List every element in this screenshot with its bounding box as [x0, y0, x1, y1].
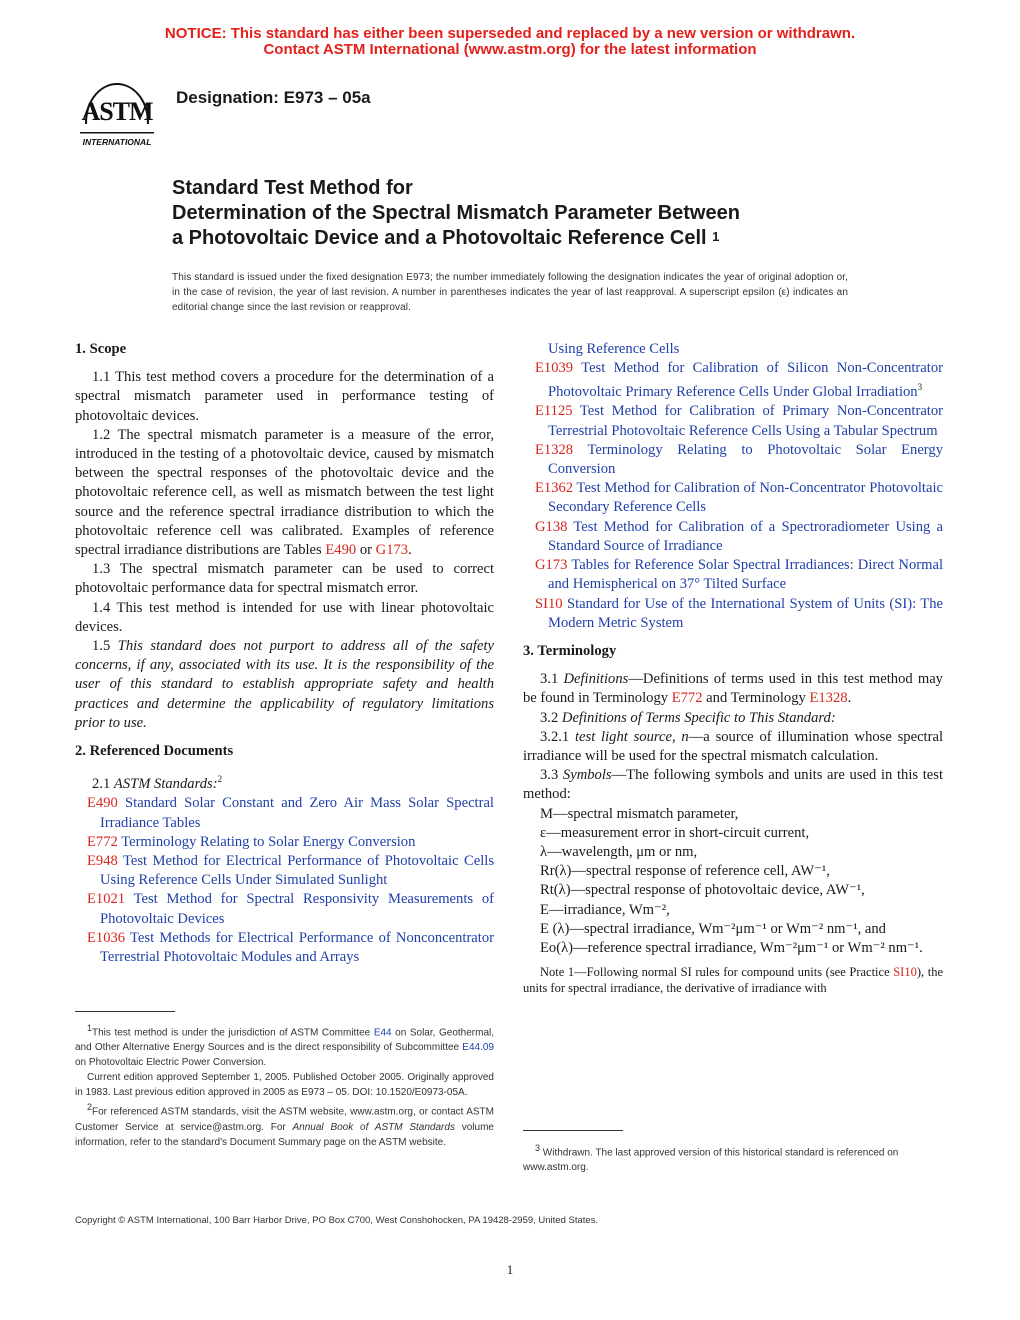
scope-1-5 [75, 637, 494, 733]
ref-code[interactable]: SI10 [535, 595, 563, 612]
title-line-2: Determination of the Spectral Mismatch Parameter Between [172, 202, 740, 224]
ref-item[interactable] [523, 556, 943, 594]
ref-item-continued[interactable] [523, 340, 943, 359]
ref-title[interactable]: Terminology Relating to Photovoltaic Solar Energy Conversion [548, 441, 943, 478]
terminology-3-2 [523, 709, 943, 728]
scope-1-4: 1.4 This test method is intended for use with linear photovoltaic devices. [75, 599, 494, 635]
ref-link-e1328[interactable]: E1328 [809, 690, 848, 707]
ref-item[interactable] [75, 929, 494, 967]
ref-link-e772[interactable]: E772 [671, 690, 703, 707]
ref-title[interactable]: Test Methods for Electrical Performance of Nonconcentrator Terrestrial Photovoltaic Modules and Arrays [100, 929, 494, 965]
symbol-definition: Rr(λ)—spectral response of reference cell, AW⁻¹, [540, 863, 830, 880]
astm-logo-icon [72, 76, 162, 148]
ref-link-g173[interactable]: G173 [375, 542, 409, 559]
ref-item[interactable] [523, 479, 943, 517]
logo-text: ASTM [81, 97, 153, 126]
refdocs-2-1-label: ASTM Standards: [113, 776, 218, 793]
footnote-2-text-a: For referenced ASTM standards, visit the ASTM website, www.astm.org, or contact ASTM Customer Service at service@astm.org. For [75, 1106, 494, 1133]
ref-title[interactable]: Test Method for Calibration of Primary Non-Concentrator Terrestrial Photovoltaic Reference Cells Using a Tabular Spectrum [548, 403, 944, 439]
ref-code[interactable]: E1021 [87, 891, 126, 908]
symbol-definition: Eo(λ)—reference spectral irradiance, Wm⁻²μm⁻¹ or Wm⁻² nm⁻¹. [540, 939, 923, 956]
ref-item[interactable] [523, 359, 943, 402]
footnotes-right [523, 1141, 943, 1175]
ref-footnote-mark[interactable]: 3 [917, 382, 923, 393]
refdocs-2-1-num: 2.1 [92, 776, 111, 793]
footnote-1-text-c: on Photovoltaic Electric Power Conversion. [75, 1057, 267, 1069]
ref-item[interactable] [75, 890, 494, 928]
symbol-definition: λ—wavelength, μm or nm, [540, 843, 698, 860]
ref-item[interactable] [523, 402, 943, 440]
refdocs-2-1 [75, 770, 494, 794]
ref-item[interactable] [523, 595, 943, 633]
section-heading-referenced-documents: 2. Referenced Documents [75, 743, 234, 760]
terminology-3-2-1-text: —a source of illumination whose spectral irradiance will be used for the spectral mismatch calculation. [523, 728, 943, 764]
symbol-definition: Rt(λ)—spectral response of photovoltaic device, AW⁻¹, [540, 882, 865, 899]
symbol-definition: E (λ)—spectral irradiance, Wm⁻²μm⁻¹ or Wm⁻² nm⁻¹, and [540, 920, 886, 937]
ref-code[interactable]: E490 [87, 795, 118, 812]
terminology-3-1-num: 3.1 [540, 671, 559, 688]
ref-link-si10[interactable]: SI10 [893, 965, 917, 980]
terminology-3-2-1-num: 3.2.1 [540, 728, 570, 745]
footnote-2 [75, 1100, 494, 1149]
footnotes-left [75, 1021, 494, 1150]
ref-code[interactable]: G138 [535, 518, 568, 535]
terminology-3-1-and: and Terminology [706, 690, 806, 707]
ref-code[interactable]: E1328 [535, 441, 574, 458]
symbol-definition: E—irradiance, Wm⁻², [540, 901, 670, 918]
terminology-3-1 [523, 670, 943, 708]
footnote-1-text-b: on Solar, Geothermal, and Other Alternative Energy Sources and is the direct responsibility of Subcommittee [75, 1027, 495, 1054]
terminology-3-2-1 [523, 728, 943, 766]
ref-item[interactable] [75, 833, 494, 852]
left-column [75, 340, 494, 967]
ref-title[interactable]: Standard Solar Constant and Zero Air Mass Solar Spectral Irradiance Tables [100, 795, 494, 831]
logo-subtext: INTERNATIONAL [82, 137, 152, 147]
ref-title[interactable]: Tables for Reference Solar Spectral Irradiances: Direct Normal and Hemispherical on 37° Tilted Surface [548, 557, 944, 593]
note-1-text: —Following normal SI rules for compound units (see Practice [574, 965, 890, 980]
ref-item[interactable] [75, 852, 494, 890]
scope-1-5-text: This standard does not purport to address all of the safety concerns, if any, associated with its use. It is the responsibility of the user of this standard to establish appropriate safety and health practices and determine the applicability of regulatory limitations prior to use. [75, 638, 494, 731]
subcommittee-link-e44-09[interactable]: E44.09 [462, 1042, 494, 1054]
copyright: Copyright © ASTM International, 100 Barr Harbor Drive, PO Box C700, West Conshohocken, PA 19428-2959, United States. [75, 1215, 599, 1226]
ref-code[interactable]: E948 [87, 852, 118, 869]
symbol-definition: ε—measurement error in short-circuit current, [540, 824, 810, 841]
terminology-3-3-text: —The following symbols and units are used in this test method: [523, 767, 943, 803]
right-column [523, 340, 943, 1009]
title-line-3 [172, 226, 740, 251]
footnote-3 [523, 1141, 943, 1175]
terminology-3-1-label: Definitions [563, 671, 629, 688]
ref-code[interactable]: E1036 [87, 929, 126, 946]
notice-line-2: Contact ASTM International (www.astm.org) for the latest information [263, 41, 757, 58]
document-title [172, 176, 740, 251]
scope-1-2-end: . [408, 542, 412, 559]
terminology-3-1-end: . [847, 690, 852, 707]
terminology-3-1-text: —Definitions of terms used in this test method may be found in Terminology [523, 671, 943, 707]
scope-1-5-num: 1.5 [92, 638, 111, 655]
ref-title[interactable]: Standard for Use of the International System of Units (SI): The Modern Metric System [548, 595, 943, 631]
section-heading-terminology: 3. Terminology [523, 642, 617, 659]
ref-title[interactable]: Test Method for Calibration of a Spectroradiometer Using a Standard Source of Irradiance [548, 518, 943, 554]
note-1-end: ), the units for spectral irradiance, the derivative of irradiance with [523, 965, 943, 996]
footnote-1-edition: Current edition approved September 1, 2005. Published October 2005. Originally approved in 1983. Last previous edition approved in 2005 as E973 – 05. DOI: 10.1520/E0973-05A. [75, 1072, 494, 1099]
notice-line-1: NOTICE: This standard has either been superseded and replaced by a new version or withdrawn. [164, 25, 856, 42]
scope-1-1: 1.1 This test method covers a procedure for the determination of a spectral mismatch parameter used in performance testing of photovoltaic devices. [75, 369, 494, 424]
terminology-3-2-label: Definitions of Terms Specific to This Standard: [561, 709, 836, 726]
section-heading-scope: 1. Scope [75, 341, 127, 357]
footnote-1-mark: 1 [87, 1023, 93, 1033]
ref-code[interactable]: G173 [535, 557, 568, 574]
note-1-label: Note 1 [540, 965, 575, 980]
footnote-2-text-b: volume information, refer to the standard's Document Summary page on the ASTM website. [75, 1121, 494, 1148]
ref-title[interactable]: Test Method for Spectral Responsivity Measurements of Photovoltaic Devices [100, 891, 494, 927]
ref-code[interactable]: E1039 [535, 360, 574, 377]
footnote-1 [75, 1021, 494, 1070]
page-number: 1 [506, 1262, 514, 1277]
terminology-3-3-label: Symbols [562, 767, 612, 784]
terminology-3-2-num: 3.2 [540, 709, 559, 726]
title-footnote-mark[interactable]: 1 [712, 229, 720, 244]
ref-code[interactable]: E1125 [535, 403, 573, 420]
ref-item[interactable] [75, 794, 494, 832]
terminology-3-3-num: 3.3 [540, 767, 559, 784]
designation: Designation: E973 – 05a [176, 88, 371, 107]
ref-title[interactable]: Terminology Relating to Solar Energy Conversion [121, 833, 416, 850]
scope-1-2 [75, 426, 494, 560]
footnote-divider-right [523, 1130, 623, 1131]
withdrawal-notice [0, 26, 1020, 58]
preamble: This standard is issued under the fixed designation E973; the number immediately following the designation indicates the year of original adoption or, in the case of revision, the year of last revision. A number in parentheses indicates the year of last reapproval. A superscript epsilon (ε) indicates an editorial change since the last revision or reapproval. [172, 272, 848, 313]
terminology-3-2-1-term: test light source, n [574, 728, 689, 745]
ref-title[interactable]: Test Method for Calibration of Silicon Non-Concentrator Photovoltaic Primary Reference Cells Under Global Irradiation [548, 360, 943, 401]
ref-item[interactable] [523, 518, 943, 556]
ref-title[interactable]: Test Method for Electrical Performance of Photovoltaic Cells Using Reference Cells Under Simulated Sunlight [100, 852, 494, 889]
title-line-1: Standard Test Method for [172, 177, 413, 199]
ref-code[interactable]: E1362 [535, 480, 574, 497]
footnote-3-mark: 3 [535, 1143, 541, 1153]
committee-link-e44[interactable]: E44 [373, 1027, 392, 1039]
footnote-2-book: Annual Book of ASTM Standards [292, 1121, 455, 1133]
note-1 [523, 964, 943, 996]
terminology-3-3 [523, 766, 943, 804]
title-line-3-text: a Photovoltaic Device and a Photovoltaic Reference Cell [172, 227, 707, 249]
footnote-3-text: Withdrawn. The last approved version of this historical standard is referenced on www.astm.org. [523, 1147, 899, 1174]
footnote-divider [75, 1011, 175, 1012]
ref-link-e490[interactable]: E490 [325, 542, 357, 559]
ref-item[interactable] [523, 441, 943, 479]
scope-1-2-or: or [359, 542, 373, 559]
ref-title-continued[interactable]: Using Reference Cells [548, 341, 680, 357]
refdocs-footnote-mark[interactable]: 2 [217, 774, 223, 785]
scope-1-2-text: 1.2 The spectral mismatch parameter is a measure of the error, introduced in the testing of a photovoltaic device, caused by mismatch between the spectral responses of the photovoltaic device and the photovoltaic reference cell, as well as mismatch between the test light source and the reference spectral irradiance distribution to which the photovoltaic reference cell was calibrated. Examples of reference spectral irradiance distributions are Tables [75, 426, 494, 559]
footnote-2-mark: 2 [87, 1102, 93, 1113]
symbol-definition: M—spectral mismatch parameter, [540, 805, 739, 822]
footnote-1-text-a: This test method is under the jurisdiction of ASTM Committee [92, 1027, 371, 1039]
ref-code[interactable]: E772 [87, 833, 118, 850]
scope-1-3: 1.3 The spectral mismatch parameter can be used to correct photovoltaic performance data for spectral mismatch error. [75, 561, 494, 597]
ref-title[interactable]: Test Method for Calibration of Non-Concentrator Photovoltaic Secondary Reference Cells [548, 480, 943, 516]
